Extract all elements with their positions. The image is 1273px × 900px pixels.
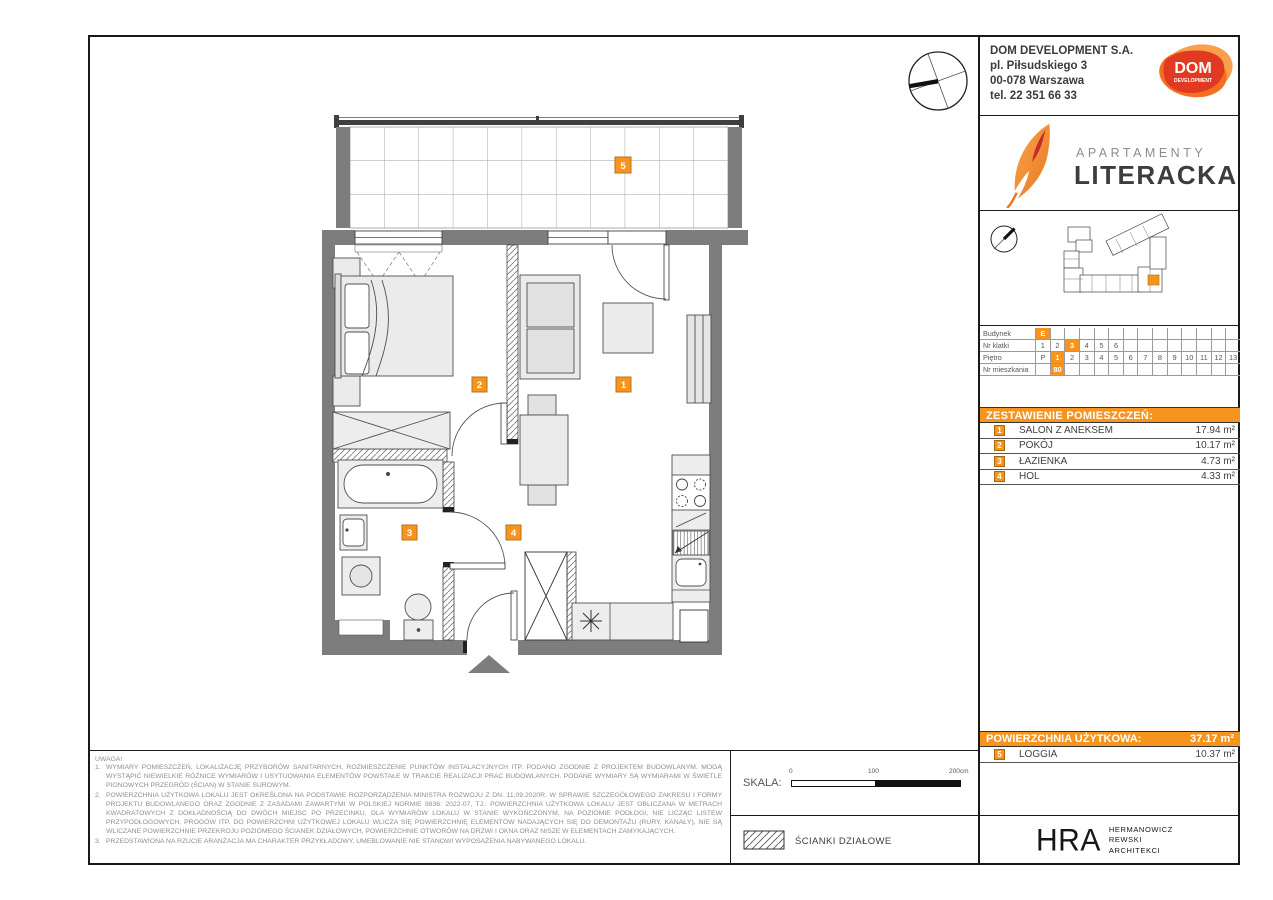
developer-address-line1: pl. Piłsudskiego 3 xyxy=(990,59,1088,72)
developer-phone: tel. 22 351 66 33 xyxy=(990,89,1077,102)
row-label: Nr mieszkania xyxy=(980,364,1036,375)
title-block xyxy=(978,35,1240,865)
site-plan xyxy=(980,210,1240,325)
dining-table xyxy=(520,395,568,505)
dom-logo-text: DOM xyxy=(1174,60,1212,77)
room-badge-2-label: 2 xyxy=(476,380,483,391)
architect-line2: REWSKI xyxy=(1108,835,1143,845)
table-row-nr-klatki: Nr klatki 1 2 3 4 5 6 xyxy=(980,340,1240,352)
unit-info-table xyxy=(980,325,1240,376)
site-plan-north-icon xyxy=(991,226,1017,252)
sofa xyxy=(520,275,580,379)
bathtub xyxy=(338,460,443,508)
legend-section xyxy=(730,815,978,865)
door-arc xyxy=(452,403,505,456)
feather-icon xyxy=(996,120,1070,208)
room-area: 4.33 m² xyxy=(1201,471,1235,483)
row-label: Budynek xyxy=(980,328,1036,339)
wall-niche xyxy=(339,620,383,635)
scale-bar xyxy=(791,780,876,787)
scale-label: SKALA: xyxy=(743,777,782,789)
unit-cell: 1 xyxy=(1051,352,1066,363)
door-arc xyxy=(450,512,505,567)
kitchen-counter xyxy=(572,455,710,642)
room-name: SALON Z ANEKSEM xyxy=(1019,424,1113,436)
architect-abbr: HRA xyxy=(1036,822,1101,858)
room-area: 10.37 m² xyxy=(1195,748,1235,760)
toilet xyxy=(404,594,433,640)
unit-cell: E xyxy=(1036,328,1051,339)
door-arc xyxy=(612,245,666,299)
legend-partition-swatch xyxy=(743,830,785,850)
note-item: 1. WYMIARY POMIESZCZEŃ, LOKALIZACJĘ PRZYBORÓW SANITARNYCH, ROZMIESZCZENIE PUNKTÓW INSTALACYJNYCH ITP. PODANO ZGODNIE Z PROJEKTEM BUDOWLANYM. MOGĄ WYSTĄPIĆ NIEWIELKIE RÓŻNICE WYMIARÓW I USYTUOWANIA ELEMENTÓW POWSTAŁE W TRAKCIE REALIZACJI PRAC BUDOWLANYCH. PODANE WYMIARY SĄ WYMIARAMI W ŚWIETLE PIONOWYCH PRZEGRÓD (ŚCIAN) W STANIE SUROWYM. xyxy=(95,764,722,789)
kitchen-sink xyxy=(676,559,706,586)
scale-tick-100: 100 xyxy=(868,768,879,775)
room-badge-4-label: 4 xyxy=(510,528,517,539)
developer-header xyxy=(980,35,1240,115)
developer-name: DOM DEVELOPMENT S.A. xyxy=(990,45,1134,57)
note-text-2: POWIERZCHNIA UŻYTKOWA LOKALU JEST OKREŚLONA NA PODSTAWIE ROZPORZĄDZENIA MINISTRA ROZWOJU Z DN. 11.09.2020R. W SPRAWIE SZCZEGÓŁOWEGO ZAKRESU I FORMY PROJEKTU BUDOWLANEGO ORAZ ZGODNIE Z ZASADAMI ZAWARTYMI W POLSKIEJ NORMIE 9836: 2022-07, TJ.: POWIERZCHNIA UŻYTKOWA LOKALU JEST OBLICZANA W METRACH KWADRATOWYCH Z DOKŁADNOŚCIĄ DO DWÓCH MIEJSC PO PRZECINKU, DLA WYMIARÓW LOKALU W STANIE WYKOŃCZONYM, NA POZIOMIE PODŁOGI, NIE LICZĄC LISTEW PRZYPODŁOGOWYCH, PROGÓW ITP. DO POWIERZCHNI UŻYTKOWEJ LOKALU WLICZA SIĘ POWIERZCHNIĘ ELEMENTÓW NADAJĄCYCH SIĘ DO DEMONTAŻU (RURY, KANAŁY), NIE SĄ WLICZANE POWIERZCHNIE PRZEKROJU POZIOMEGO ŚCIANEK DZIAŁOWYCH, POWIERZCHNIE OTWORÓW NA DRZWI I OKNA ORAZ NISZE W ELEMENTACH ZAMYKAJĄCYCH. xyxy=(106,791,722,835)
loggia-row xyxy=(980,747,1240,763)
room-area: 17.94 m² xyxy=(1195,424,1235,436)
row-label: Piętro xyxy=(980,352,1036,363)
unit-cell: 3 xyxy=(1065,340,1080,351)
rooms-header: ZESTAWIENIE POMIESZCZEŃ: xyxy=(980,407,1240,423)
shaft xyxy=(680,610,708,642)
usable-area-value: 37.17 m² xyxy=(1189,733,1234,745)
room-name: ŁAZIENKA xyxy=(1019,455,1068,467)
room-badge: 2 xyxy=(994,440,1005,451)
room-badge-3-label: 3 xyxy=(406,528,413,539)
dom-development-logo xyxy=(1151,40,1235,106)
table-row-nr-mieszkania xyxy=(980,364,1240,376)
notes xyxy=(88,750,730,865)
light-point-icon xyxy=(580,610,602,632)
scale-section xyxy=(730,750,978,815)
bedroom-wardrobe xyxy=(333,412,450,449)
scale-tick-0: 0 xyxy=(789,768,793,775)
architect-line3: ARCHITEKCI xyxy=(1108,845,1161,855)
usable-area-bar xyxy=(980,731,1240,747)
loggia-floor xyxy=(350,127,728,228)
room-badge: 3 xyxy=(994,456,1005,467)
dom-logo-subtext: DEVELOPMENT xyxy=(1173,78,1213,84)
room-name: POKÓJ xyxy=(1019,440,1053,452)
coffee-table xyxy=(603,303,653,353)
scale-tick-200: 200cm xyxy=(949,768,969,775)
room-badge: 4 xyxy=(994,471,1005,482)
project-brand xyxy=(980,115,1240,210)
north-arrow-icon xyxy=(905,48,971,114)
bed xyxy=(335,274,453,378)
room-area: 4.73 m² xyxy=(1201,455,1235,467)
room-row xyxy=(980,470,1240,486)
washbasin xyxy=(340,515,367,550)
washing-machine xyxy=(342,557,380,595)
floor-plan xyxy=(322,112,748,690)
room-badge-5-label: 5 xyxy=(620,161,626,172)
scale-bar xyxy=(876,780,961,787)
brand-apartamenty: APARTAMENTY xyxy=(1076,146,1207,160)
entrance-arrow xyxy=(468,655,510,673)
unit-cell: 80 xyxy=(1051,364,1066,375)
note-text-3: PRZEDSTAWIONA NA RZUCIE ARANŻACJA MA CHARAKTER PRZYKŁADOWY, UMEBLOWANIE NIE STANOWI WYPOSAŻENIA NABYWANEGO LOKALU. xyxy=(106,837,587,845)
tv-stand xyxy=(687,315,711,403)
room-row xyxy=(980,423,1240,439)
note-text-1: WYMIARY POMIESZCZEŃ, LOKALIZACJĘ PRZYBORÓW SANITARNYCH, ROZMIESZCZENIE PUNKTÓW INSTALACYJNYCH ITP. PODANO ZGODNIE Z PROJEKTEM BUDOWLANYM. MOGĄ WYSTĄPIĆ NIEWIELKIE RÓŻNICE WYMIARÓW I USYTUOWANIA ELEMENTÓW POWSTAŁE W TRAKCIE REALIZACJI PRAC BUDOWLANYCH. PODANE WYMIARY SĄ WYMIARAMI W ŚWIETLE PIONOWYCH PRZEGRÓD (ŚCIAN) W STANIE SUROWYM. xyxy=(106,764,722,789)
room-area: 10.17 m² xyxy=(1195,440,1235,452)
rooms-list xyxy=(980,423,1240,485)
nightstand xyxy=(333,376,360,406)
legend-partition-label: ŚCIANKI DZIAŁOWE xyxy=(795,836,892,847)
loggia xyxy=(334,115,744,228)
room-badge: 1 xyxy=(994,425,1005,436)
room-badge-1-label: 1 xyxy=(620,380,627,391)
door-arc xyxy=(467,593,514,640)
notes-title: UWAGA! xyxy=(95,756,123,763)
architect-line1: HERMANOWICZ xyxy=(1108,825,1173,835)
room-name: LOGGIA xyxy=(1019,748,1058,760)
row-label: Nr klatki xyxy=(980,340,1036,351)
hall-wardrobe xyxy=(525,552,567,640)
architect-logo xyxy=(980,815,1240,865)
unit-location-marker xyxy=(1148,275,1159,285)
usable-area-label: POWIERZCHNIA UŻYTKOWA: xyxy=(986,733,1142,745)
room-row xyxy=(980,439,1240,455)
room-row xyxy=(980,747,1240,763)
table-row-pietro: Piętro P 1 2 3 4 5 6 7 8 9 10 11 12 13 xyxy=(980,352,1240,364)
note-item: 3. PRZEDSTAWIONA NA RZUCIE ARANŻACJA MA CHARAKTER PRZYKŁADOWY, UMEBLOWANIE NIE STANOWI WYPOSAŻENIA NABYWANEGO LOKALU. xyxy=(95,838,722,847)
table-row-budynek xyxy=(980,328,1240,340)
brand-literacka: LITERACKA xyxy=(1074,160,1238,190)
room-name: HOL xyxy=(1019,471,1040,483)
room-badge: 5 xyxy=(994,749,1005,760)
room-row xyxy=(980,454,1240,470)
developer-address-line2: 00-078 Warszawa xyxy=(990,74,1085,87)
note-item: 2. POWIERZCHNIA UŻYTKOWA LOKALU JEST OKREŚLONA NA PODSTAWIE ROZPORZĄDZENIA MINISTRA ROZWOJU Z DN. 11.09.2020R. W SPRAWIE SZCZEGÓŁOWEGO ZAKRESU I FORMY PROJEKTU BUDOWLANEGO ORAZ ZGODNIE Z ZASADAMI ZAWARTYMI W POLSKIEJ NORMIE 9836: 2022-07, TJ.: POWIERZCHNIA UŻYTKOWA LOKALU JEST OBLICZANA W METRACH KWADRATOWYCH Z DOKŁADNOŚCIĄ DO DWÓCH MIEJSC PO PRZECINKU, DLA WYMIARÓW LOKALU W STANIE WYKOŃCZONYM, NA POZIOMIE PODŁOGI, NIE LICZĄC LISTEW PRZYPODŁOGOWYCH, PROGÓW ITP. DO POWIERZCHNI UŻYTKOWEJ LOKALU WLICZA SIĘ POWIERZCHNIĘ ELEMENTÓW NADAJĄCYCH SIĘ DO DEMONTAŻU (RURY, KANAŁY), NIE SĄ WLICZANE POWIERZCHNIE PRZEKROJU POZIOMEGO ŚCIANEK DZIAŁOWYCH, POWIERZCHNIE OTWORÓW NA DRZWI I OKNA ORAZ NISZE W ELEMENTACH ZAMYKAJĄCYCH. xyxy=(95,791,722,835)
